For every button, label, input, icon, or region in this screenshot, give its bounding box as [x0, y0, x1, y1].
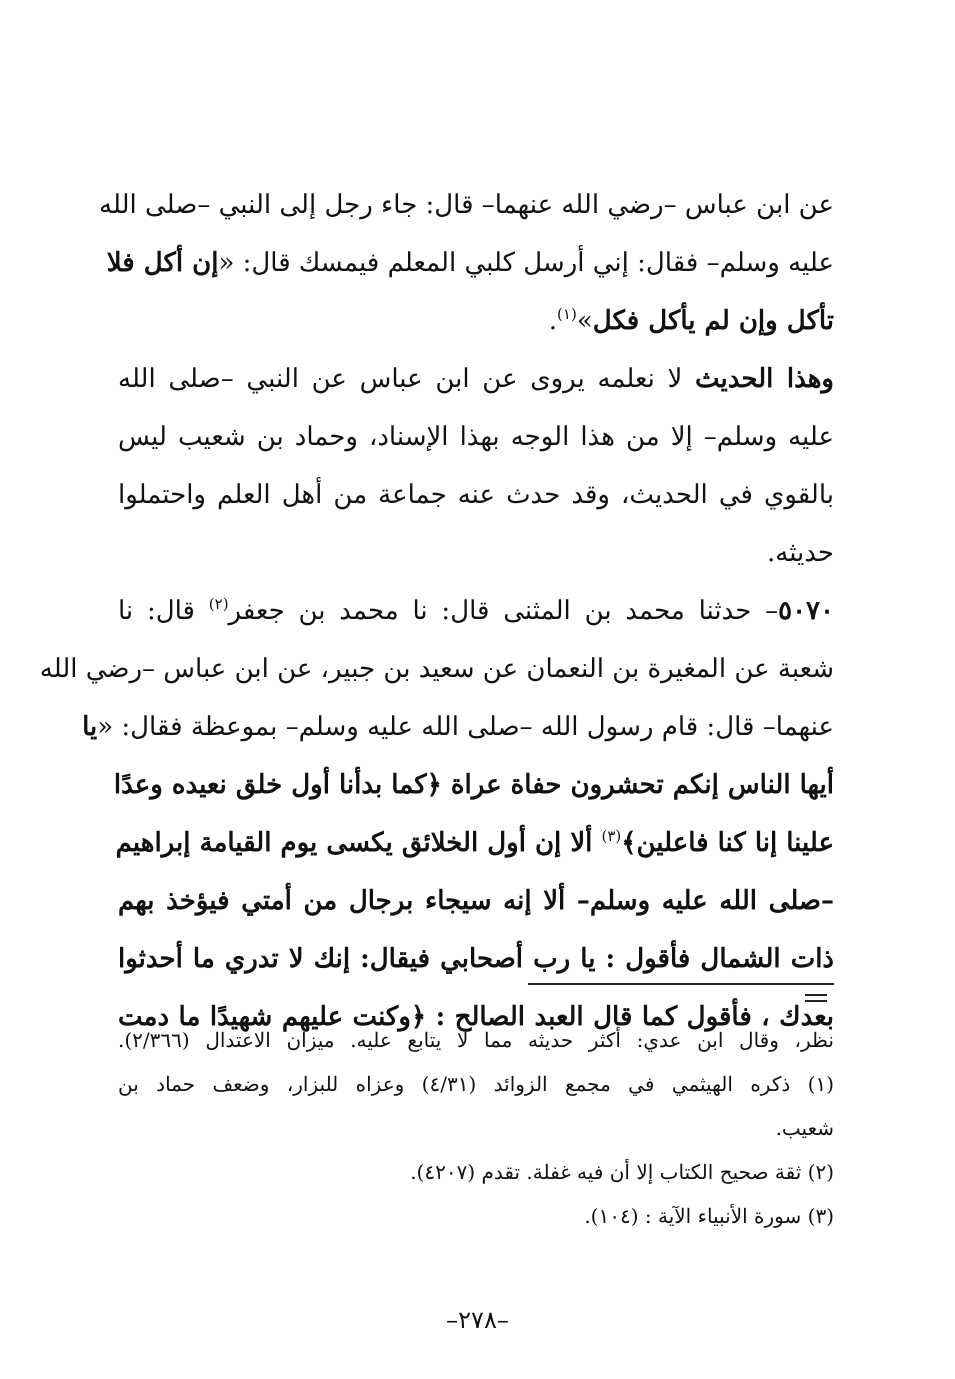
text-span: شعبة عن المغيرة بن النعمان عن سعيد بن جبير، عن ابن عباس –رضي الله: [39, 654, 834, 684]
text-span: (١) ذكره الهيثمي في مجمع الزوائد (٤/٣١) وعزاه للبزار، وضعف حماد بن: [118, 1072, 835, 1096]
footnotes: [118, 1018, 834, 1238]
hadith-quote-bold: إن أكل فلا: [106, 248, 219, 278]
text-span: لا نعلمه يروى عن ابن عباس عن النبي –صلى الله: [118, 364, 696, 394]
text-line: [118, 350, 834, 408]
text-span: نظر، وقال ابن عدي: أكثر حديثه مما لا يتابع عليه. ميزان الاعتدال (٢/٣٦٦).: [118, 1028, 834, 1052]
text-span: (٢) ثقة صحيح الكتاب إلا أن فيه غفلة. تقدم (٤٢٠٧).: [410, 1160, 834, 1184]
footnote-ref-1[interactable]: (١): [557, 305, 577, 323]
text-line: [118, 524, 834, 582]
continuation-mark: [805, 994, 827, 1006]
text-line: [118, 292, 834, 350]
footnote-separator: [528, 983, 834, 985]
text-span: قال: نا: [118, 596, 209, 626]
text-line: [118, 408, 834, 466]
text-span: عليه وسلم– فقال: إني أرسل كلبي المعلم فيمسك قال: «: [218, 248, 834, 278]
text-span: »: [576, 306, 593, 336]
text-line: [118, 872, 834, 930]
footnote-ref-2[interactable]: (٢): [208, 595, 229, 613]
hadith-quote-bold: –صلى الله عليه وسلم– ألا إنه سيجاء برجال من أمتي فيؤخذ بهم: [118, 886, 834, 916]
text-span: عن ابن عباس –رضي الله عنهما– قال: جاء رجل إلى النبي –صلى الله: [99, 190, 834, 220]
main-text: [39, 176, 834, 1046]
footnote-3: [118, 1194, 834, 1238]
footnote-1-cont: [118, 1106, 834, 1150]
text-line: [115, 814, 834, 872]
text-span: – حدثنا محمد بن المثنى قال: نا محمد بن جعفر: [228, 596, 779, 626]
hadith-quote-bold: بعدك ، فأقول كما قال العبد الصالح : ﴿وكنت عليهم شهيدًا ما دمت: [118, 1002, 834, 1032]
text-line: [39, 640, 834, 698]
text-line: [118, 930, 834, 988]
text-span: عنهما– قال: قام رسول الله –صلى الله عليه وسلم– بموعظة فقال: «: [97, 712, 834, 742]
footnote-1: [118, 1062, 834, 1106]
text-span: حديثه.: [766, 538, 834, 568]
text-line: [106, 234, 834, 292]
text-line: [113, 756, 834, 814]
page-number: –٢٧٨–: [446, 1306, 509, 1334]
text-span: (٣) سورة الأنبياء الآية : (١٠٤).: [584, 1204, 834, 1228]
text-span: .: [548, 306, 558, 336]
paragraph-lead-bold: وهذا الحديث: [695, 364, 834, 394]
footnote-continuation: [118, 1018, 834, 1062]
footnote-2: [118, 1150, 834, 1194]
hadith-quote-bold: أيها الناس إنكم تحشرون حفاة عراة ﴿كما بدأنا أول خلق نعيده وعدًا: [113, 770, 834, 800]
hadith-quote-bold: يا: [82, 712, 98, 742]
text-span: بالقوي في الحديث، وقد حدث عنه جماعة من أهل العلم واحتملوا: [118, 480, 834, 510]
hadith-number: ٥٠٧٠: [778, 596, 834, 626]
text-line: [118, 582, 834, 640]
text-span: عليه وسلم– إلا من هذا الوجه بهذا الإسناد، وحماد بن شعيب ليس: [118, 422, 834, 452]
text-line: [82, 698, 834, 756]
hadith-quote-bold: ألا إن أول الخلائق يكسى يوم القيامة إبراهيم: [115, 828, 602, 858]
hadith-quote-bold: تأكل وإن لم يأكل فكل: [592, 306, 834, 336]
text-line: [118, 466, 834, 524]
hadith-quote-bold: ذات الشمال فأقول : يا رب أصحابي فيقال: إنك لا تدري ما أحدثوا: [118, 944, 834, 974]
hadith-quote-bold: علينا إنا كنا فاعلين﴾: [621, 828, 834, 858]
text-span: شعيب.: [775, 1116, 834, 1140]
text-line: [99, 176, 834, 234]
footnote-ref-3[interactable]: (٣): [601, 827, 622, 845]
